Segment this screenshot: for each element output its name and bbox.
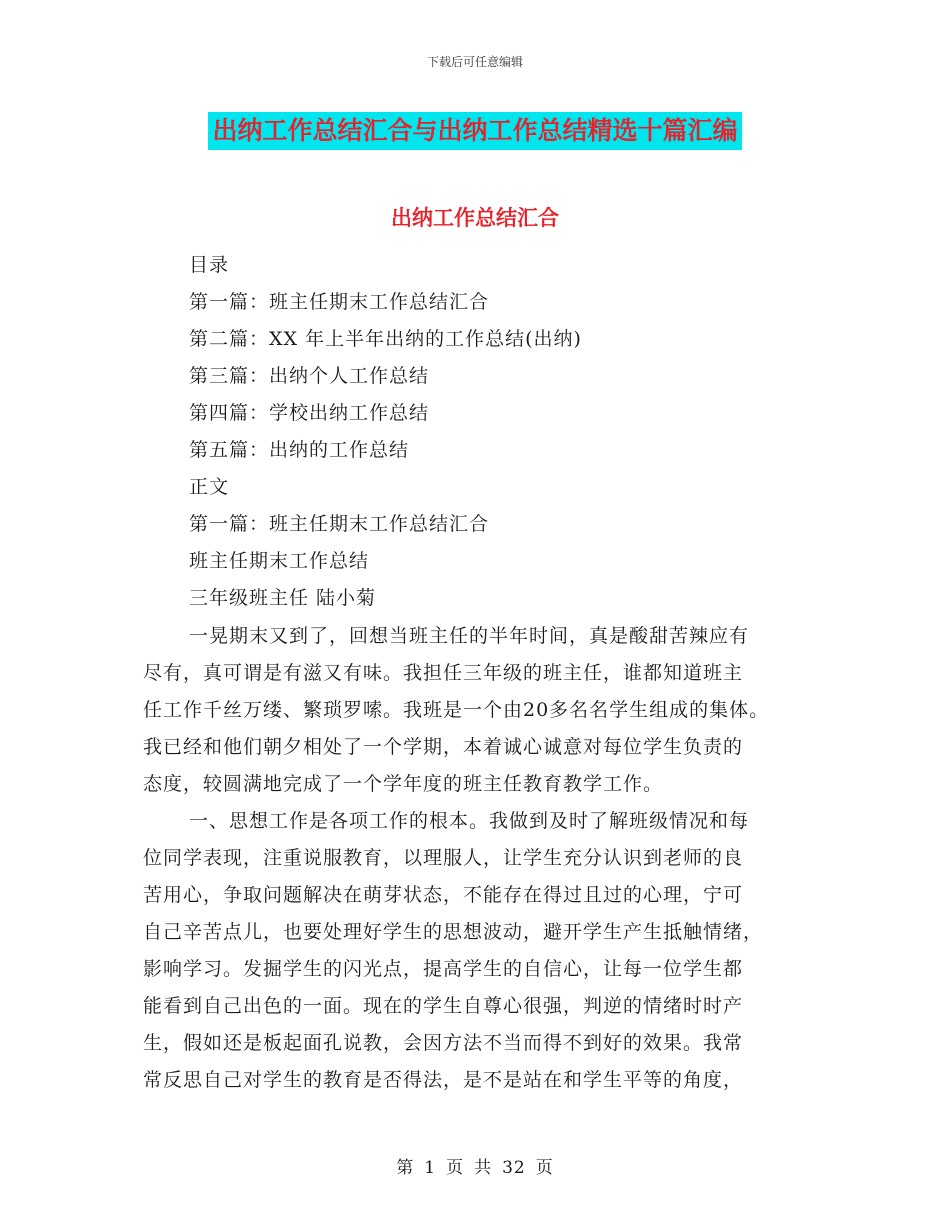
paragraph-line: 常反思自己对学生的教育是否得法，是不是站在和学生平等的角度，	[143, 1069, 744, 1091]
paragraph-line: 影响学习。发掘学生的闪光点，提高学生的自信心，让每一位学生都	[143, 958, 744, 980]
toc-item-5: 第五篇：出纳的工作总结	[189, 439, 410, 461]
paragraph-line: 态度，较圆满地完成了一个学年度的班主任教育教学工作。	[143, 773, 664, 795]
header-note: 下载后可任意编辑	[426, 55, 523, 69]
body-heading: 正文	[189, 476, 230, 498]
paragraph-2	[143, 803, 823, 1099]
paragraph-line: 生，假如还是板起面孔说教，会因方法不当而得不到好的效果。我常	[143, 1032, 744, 1054]
main-title-wrap	[0, 112, 950, 150]
toc-item-1: 第一篇：班主任期末工作总结汇合	[189, 291, 490, 313]
paragraph-line: 一晃期末又到了，回想当班主任的半年时间，真是酸甜苦辣应有	[189, 625, 750, 647]
footer-page-number: 1	[424, 1158, 437, 1178]
paragraph-line: 自己辛苦点儿，也要处理好学生的思想波动，避开学生产生抵触情绪，	[143, 921, 764, 943]
toc-item-3: 第三篇：出纳个人工作总结	[189, 365, 430, 387]
toc-item-2: 第二篇：XX 年上半年出纳的工作总结(出纳)	[189, 328, 582, 350]
paragraph-line: 任工作千丝万缕、繁琐罗嗦。我班是一个由20多名名学生组成的集体。	[143, 699, 770, 721]
article-author: 三年级班主任 陆小菊	[189, 587, 377, 609]
paragraph-line: 苦用心，争取问题解决在萌芽状态，不能存在得过且过的心理，宁可	[143, 884, 744, 906]
footer-ye: 页	[535, 1158, 554, 1178]
page-footer	[0, 1153, 950, 1178]
toc-item-4: 第四篇：学校出纳工作总结	[189, 402, 430, 424]
main-title: 出纳工作总结汇合与出纳工作总结精选十篇汇编	[208, 112, 741, 150]
article-subtitle: 班主任期末工作总结	[189, 550, 370, 572]
toc-heading: 目录	[189, 254, 230, 276]
footer-total-pages: 32	[502, 1158, 526, 1178]
footer-gong: 共	[474, 1158, 493, 1178]
article-title: 第一篇：班主任期末工作总结汇合	[189, 513, 490, 535]
paragraph-line: 我已经和他们朝夕相处了一个学期，本着诚心诚意对每位学生负责的	[143, 736, 744, 758]
sub-title: 出纳工作总结汇合	[391, 206, 559, 230]
paragraph-line: 位同学表现，注重说服教育，以理服人，让学生充分认识到老师的良	[143, 847, 744, 869]
paragraph-line: 能看到自己出色的一面。现在的学生自尊心很强，判逆的情绪时时产	[143, 995, 744, 1017]
footer-ye: 页	[446, 1158, 465, 1178]
paragraph-1	[143, 618, 823, 803]
footer-di: 第	[396, 1158, 415, 1178]
paragraph-line: 一、思想工作是各项工作的根本。我做到及时了解班级情况和每	[189, 810, 750, 832]
paragraph-line: 尽有，真可谓是有滋又有味。我担任三年级的班主任，谁都知道班主	[143, 662, 744, 684]
